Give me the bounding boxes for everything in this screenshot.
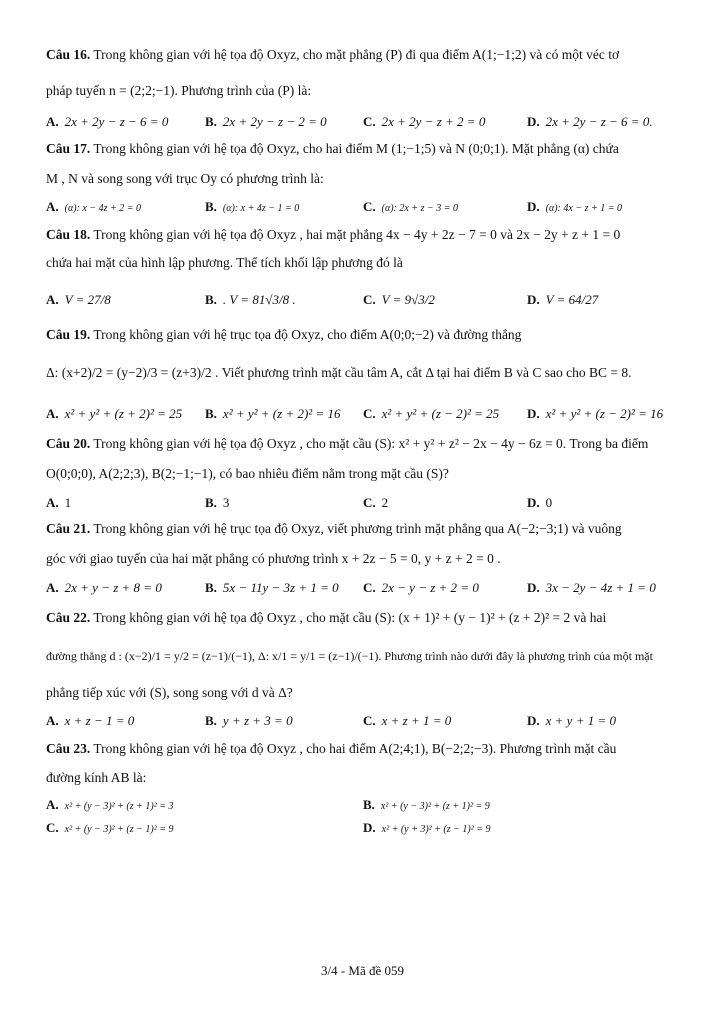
q20-option-a[interactable]: A. 1 — [46, 495, 72, 510]
q22-option-b[interactable]: B. y + z + 3 = 0 — [205, 713, 293, 728]
q21-option-d[interactable]: D. 3x − 2y − 4z + 1 = 0 — [527, 580, 656, 595]
q19-option-a[interactable]: A. x² + y² + (z + 2)² = 25 — [46, 406, 183, 421]
q20-option-d[interactable]: D. 0 — [527, 495, 553, 510]
q16-option-b[interactable]: B. 2x + 2y − z − 2 = 0 — [205, 114, 327, 129]
q22-label: Câu 22. — [46, 610, 91, 625]
q20-option-b[interactable]: B. 3 — [205, 495, 230, 510]
q21-label: Câu 21. — [46, 521, 91, 536]
q16-option-a[interactable]: A. 2x + 2y − z − 6 = 0 — [46, 114, 169, 129]
q18-option-b[interactable]: B. . V = 81√3/8 . — [205, 292, 296, 307]
q19-option-b[interactable]: B. x² + y² + (z + 2)² = 16 — [205, 406, 341, 421]
q23-text1: Trong không gian với hệ tọa độ Oxyz , cho hai điểm A(2;4;1), B(−2;2;−3). Phương trình mặt cầu — [93, 741, 617, 756]
q22-stem-line1 — [46, 609, 685, 626]
q20-stem-line1 — [46, 435, 685, 452]
q17-option-d[interactable]: D. (α): 4x − z + 1 = 0 — [527, 199, 622, 214]
q18-label: Câu 18. — [46, 227, 91, 242]
q18-text1: Trong không gian với hệ tọa độ Oxyz , hai mặt phẳng 4x − 4y + 2z − 7 = 0 và 2x − 2y + z + 1 = 0 — [93, 227, 621, 242]
q17-option-b[interactable]: B. (α): x + 4z − 1 = 0 — [205, 199, 300, 214]
q22-text1: Trong không gian với hệ tọa độ Oxyz , cho mặt cầu (S): (x + 1)² + (y − 1)² + (z + 2)² = 2 và hai — [93, 610, 607, 625]
q21-option-b[interactable]: B. 5x − 11y − 3z + 1 = 0 — [205, 580, 339, 595]
q21-text1: Trong không gian với hệ trục tọa độ Oxyz, viết phương trình mặt phẳng qua A(−2;−3;1) và vuông — [93, 521, 622, 536]
q17-label: Câu 17. — [46, 141, 91, 156]
q17-stem-line1 — [46, 140, 685, 157]
q19-option-c[interactable]: C. x² + y² + (z − 2)² = 25 — [363, 406, 500, 421]
q16-label: Câu 16. — [46, 47, 91, 62]
q18-option-a[interactable]: A. V = 27/8 — [46, 292, 111, 307]
q23-option-c[interactable]: C. x² + (y − 3)² + (z − 1)² = 9 — [46, 820, 174, 835]
q21-stem-line1 — [46, 520, 685, 537]
q19-text1: Trong không gian với hệ trục tọa độ Oxyz, cho điểm A(0;0;−2) và đường thẳng — [93, 327, 522, 342]
q18-option-d[interactable]: D. V = 64/27 — [527, 292, 599, 307]
q22-option-c[interactable]: C. x + z + 1 = 0 — [363, 713, 452, 728]
q20-stem-line2: O(0;0;0), A(2;2;3), B(2;−1;−1), có bao nhiêu điểm nằm trong mặt cầu (S)? — [46, 466, 449, 481]
q23-label: Câu 23. — [46, 741, 91, 756]
q23-option-d[interactable]: D. x² + (y + 3)² + (z − 1)² = 9 — [363, 820, 491, 835]
q19-label: Câu 19. — [46, 327, 91, 342]
q21-option-c[interactable]: C. 2x − y − z + 2 = 0 — [363, 580, 479, 595]
q16-option-c[interactable]: C. 2x + 2y − z + 2 = 0 — [363, 114, 486, 129]
q16-option-d[interactable]: D. 2x + 2y − z − 6 = 0. — [527, 114, 653, 129]
q18-stem-line2: chứa hai mặt của hình lập phương. Thể tích khối lập phương đó là — [46, 255, 403, 270]
q16-stem-line2: pháp tuyến n = (2;2;−1). Phương trình của (P) là: — [46, 83, 312, 98]
q21-option-a[interactable]: A. 2x + y − z + 8 = 0 — [46, 580, 162, 595]
q19-stem-line2: Δ: (x+2)/2 = (y−2)/3 = (z+3)/2 . Viết phương trình mặt cầu tâm A, cắt Δ tại hai điểm B và C sao cho BC = 8. — [46, 365, 632, 380]
q22-option-a[interactable]: A. x + z − 1 = 0 — [46, 713, 135, 728]
q20-option-c[interactable]: C. 2 — [363, 495, 389, 510]
q23-option-b[interactable]: B. x² + (y − 3)² + (z + 1)² = 9 — [363, 797, 490, 812]
q18-option-c[interactable]: C. V = 9√3/2 — [363, 292, 435, 307]
q19-option-d[interactable]: D. x² + y² + (z − 2)² = 16 — [527, 406, 664, 421]
q22-option-d[interactable]: D. x + y + 1 = 0 — [527, 713, 616, 728]
q18-stem-line1 — [46, 226, 685, 243]
q17-stem-line2: M , N và song song với trục Oy có phương trình là: — [46, 171, 324, 186]
q22-stem-line3: phẳng tiếp xúc với (S), song song với d và Δ? — [46, 685, 293, 700]
q16-stem-line1 — [46, 46, 685, 63]
q23-option-a[interactable]: A. x² + (y − 3)² + (z + 1)² = 3 — [46, 797, 174, 812]
q17-option-a[interactable]: A. (α): x − 4z + 2 = 0 — [46, 199, 141, 214]
q19-stem-line1 — [46, 326, 685, 343]
q20-label: Câu 20. — [46, 436, 91, 451]
q17-text1: Trong không gian với hệ tọa độ Oxyz, cho hai điểm M (1;−1;5) và N (0;0;1). Mặt phẳng (α) chứa — [93, 141, 619, 156]
q16-text1: Trong không gian với hệ tọa độ Oxyz, cho mặt phẳng (P) đi qua điểm A(1;−1;2) và có một véc tơ — [93, 47, 620, 62]
q22-stem-line2: đường thẳng d : (x−2)/1 = y/2 = (z−1)/(−1), Δ: x/1 = y/1 = (z−1)/(−1). Phương trình nào dưới đây là phương trình của một mặt — [46, 649, 653, 663]
q20-text1: Trong không gian với hệ tọa độ Oxyz , cho mặt cầu (S): x² + y² + z² − 2x − 4y − 6z = 0. Trong ba điểm — [93, 436, 649, 451]
q23-stem-line1 — [46, 740, 685, 757]
q17-option-c[interactable]: C. (α): 2x + z − 3 = 0 — [363, 199, 458, 214]
q21-stem-line2: góc với giao tuyến của hai mặt phẳng có phương trình x + 2z − 5 = 0, y + z + 2 = 0 . — [46, 551, 501, 566]
q23-stem-line2: đường kính AB là: — [46, 770, 147, 785]
page-footer: 3/4 - Mã đề 059 — [320, 963, 405, 978]
